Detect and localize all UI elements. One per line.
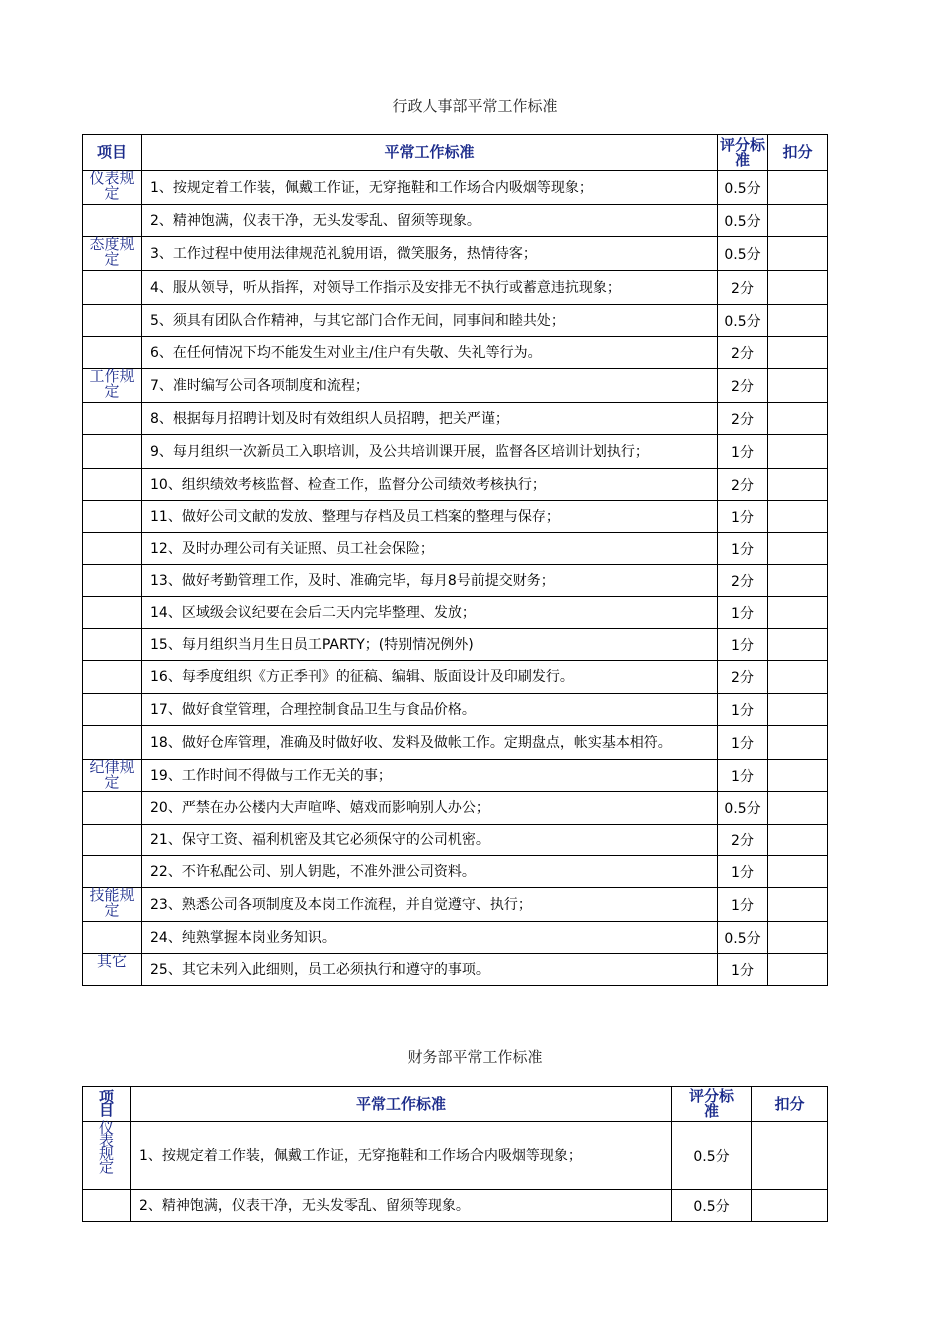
row-category — [83, 205, 142, 237]
row-category — [83, 533, 142, 565]
row-deduct-cell[interactable] — [768, 205, 828, 237]
row-deduct-cell[interactable] — [768, 792, 828, 825]
row-standard-text: 3、工作过程中使用法律规范礼貌用语，微笑服务，热情待客； — [142, 237, 718, 271]
row-category — [83, 661, 142, 694]
row-score: 0.5分 — [718, 237, 768, 271]
table-row — [83, 337, 828, 369]
header-score: 评分标准 — [718, 135, 768, 171]
table-row — [83, 205, 828, 237]
row-deduct-cell[interactable] — [768, 856, 828, 888]
row-deduct-cell[interactable] — [768, 565, 828, 597]
table-row — [83, 856, 828, 888]
row-standard-text: 13、做好考勤管理工作，及时、准确完毕，每月8号前提交财务； — [142, 565, 718, 597]
row-deduct-cell[interactable] — [768, 694, 828, 726]
row-category — [83, 435, 142, 469]
row-score: 0.5分 — [718, 792, 768, 825]
row-score: 1分 — [718, 760, 768, 792]
table-row — [83, 694, 828, 726]
row-score: 2分 — [718, 403, 768, 435]
table-row — [83, 597, 828, 629]
row-deduct-cell[interactable] — [768, 661, 828, 694]
header-standard: 平常工作标准 — [142, 135, 718, 171]
row-standard-text: 8、根据每月招聘计划及时有效组织人员招聘，把关严谨； — [142, 403, 718, 435]
row-score: 2分 — [718, 337, 768, 369]
row-score: 1分 — [718, 856, 768, 888]
table-row — [83, 792, 828, 825]
row-deduct-cell[interactable] — [768, 888, 828, 922]
row-category — [83, 337, 142, 369]
row-standard-text: 21、保守工资、福利机密及其它必须保守的公司机密。 — [142, 825, 718, 856]
table-row — [83, 726, 828, 760]
header-deduct: 扣分 — [768, 135, 828, 171]
row-deduct-cell[interactable] — [768, 305, 828, 337]
row-score: 1分 — [718, 597, 768, 629]
row-category — [83, 922, 142, 954]
row-deduct-cell[interactable] — [768, 726, 828, 760]
header-standard: 平常工作标准 — [131, 1087, 672, 1122]
header-deduct: 扣分 — [752, 1087, 828, 1122]
row-category — [83, 565, 142, 597]
row-category: 其它 — [83, 954, 142, 986]
finance-standards-table — [82, 1086, 828, 1222]
row-score: 2分 — [718, 661, 768, 694]
table-row — [83, 403, 828, 435]
row-standard-text: 25、其它未列入此细则，员工必须执行和遵守的事项。 — [142, 954, 718, 986]
row-deduct-cell[interactable] — [768, 369, 828, 403]
row-category: 纪律规定 — [83, 760, 142, 792]
row-deduct-cell[interactable] — [768, 597, 828, 629]
table-row — [83, 1122, 828, 1190]
row-score: 0.5分 — [672, 1122, 752, 1190]
row-standard-text: 22、不许私配公司、别人钥匙，不准外泄公司资料。 — [142, 856, 718, 888]
row-standard-text: 19、工作时间不得做与工作无关的事； — [142, 760, 718, 792]
table-row — [83, 922, 828, 954]
row-score: 2分 — [718, 565, 768, 597]
row-category: 态度规定 — [83, 237, 142, 271]
row-score: 2分 — [718, 271, 768, 305]
row-standard-text: 23、熟悉公司各项制度及本岗工作流程，并自觉遵守、执行； — [142, 888, 718, 922]
row-deduct-cell[interactable] — [768, 954, 828, 986]
admin-standards-table — [82, 134, 828, 986]
row-category — [83, 305, 142, 337]
row-category: 仪表规定 — [83, 1122, 131, 1190]
row-score: 0.5分 — [672, 1190, 752, 1222]
header-item: 项目 — [83, 1087, 131, 1122]
row-category — [83, 597, 142, 629]
row-score: 1分 — [718, 629, 768, 661]
row-category: 工作规定 — [83, 369, 142, 403]
row-standard-text: 2、精神饱满，仪表干净，无头发零乱、留须等现象。 — [142, 205, 718, 237]
row-score: 0.5分 — [718, 922, 768, 954]
row-deduct-cell[interactable] — [768, 435, 828, 469]
row-category — [83, 792, 142, 825]
row-category: 仪表规定 — [83, 171, 142, 205]
row-category — [83, 629, 142, 661]
row-score: 2分 — [718, 825, 768, 856]
row-standard-text: 15、每月组织当月生日员工PARTY；(特别情况例外) — [142, 629, 718, 661]
row-standard-text: 14、区域级会议纪要在会后二天内完毕整理、发放； — [142, 597, 718, 629]
row-standard-text: 24、纯熟掌握本岗业务知识。 — [142, 922, 718, 954]
row-deduct-cell[interactable] — [768, 922, 828, 954]
table-row — [83, 760, 828, 792]
row-category — [83, 856, 142, 888]
table-row — [83, 171, 828, 205]
row-score: 1分 — [718, 435, 768, 469]
row-standard-text: 12、及时办理公司有关证照、员工社会保险； — [142, 533, 718, 565]
row-score: 0.5分 — [718, 305, 768, 337]
table-row — [83, 629, 828, 661]
row-category — [83, 825, 142, 856]
row-score: 1分 — [718, 726, 768, 760]
row-score: 2分 — [718, 369, 768, 403]
row-score: 1分 — [718, 694, 768, 726]
table-row — [83, 305, 828, 337]
row-standard-text: 17、做好食堂管理，合理控制食品卫生与食品价格。 — [142, 694, 718, 726]
row-standard-text: 9、每月组织一次新员工入职培训，及公共培训课开展，监督各区培训计划执行； — [142, 435, 718, 469]
row-deduct-cell[interactable] — [752, 1122, 828, 1190]
row-category: 技能规定 — [83, 888, 142, 922]
row-score: 1分 — [718, 888, 768, 922]
finance-table-title: 财务部平常工作标准 — [407, 1048, 543, 1066]
row-category — [83, 726, 142, 760]
row-deduct-cell[interactable] — [768, 271, 828, 305]
row-deduct-cell[interactable] — [768, 337, 828, 369]
row-standard-text: 18、做好仓库管理，准确及时做好收、发料及做帐工作。定期盘点，帐实基本相符。 — [142, 726, 718, 760]
row-score: 0.5分 — [718, 205, 768, 237]
table-row — [83, 237, 828, 271]
row-deduct-cell[interactable] — [768, 469, 828, 501]
row-standard-text: 16、每季度组织《方正季刊》的征稿、编辑、版面设计及印刷发行。 — [142, 661, 718, 694]
admin-table-title: 行政人事部平常工作标准 — [392, 97, 558, 115]
row-standard-text: 11、做好公司文献的发放、整理与存档及员工档案的整理与保存； — [142, 501, 718, 533]
table-row — [83, 369, 828, 403]
row-standard-text: 7、准时编写公司各项制度和流程； — [142, 369, 718, 403]
row-category — [83, 1190, 131, 1222]
row-standard-text: 1、按规定着工作装，佩戴工作证，无穿拖鞋和工作场合内吸烟等现象； — [131, 1122, 672, 1190]
row-category — [83, 271, 142, 305]
row-deduct-cell[interactable] — [752, 1190, 828, 1222]
row-deduct-cell[interactable] — [768, 171, 828, 205]
table-row — [83, 469, 828, 501]
row-deduct-cell[interactable] — [768, 533, 828, 565]
row-standard-text: 5、须具有团队合作精神，与其它部门合作无间，同事间和睦共处； — [142, 305, 718, 337]
row-score: 0.5分 — [718, 171, 768, 205]
row-score: 1分 — [718, 954, 768, 986]
table-row — [83, 954, 828, 986]
table-row — [83, 435, 828, 469]
header-score: 评分标准 — [672, 1087, 752, 1122]
row-standard-text: 20、严禁在办公楼内大声喧哗、嬉戏而影响别人办公； — [142, 792, 718, 825]
row-deduct-cell[interactable] — [768, 501, 828, 533]
row-deduct-cell[interactable] — [768, 760, 828, 792]
row-category — [83, 469, 142, 501]
table-row — [83, 888, 828, 922]
row-deduct-cell[interactable] — [768, 403, 828, 435]
table-row — [83, 661, 828, 694]
row-score: 1分 — [718, 533, 768, 565]
header-item: 项目 — [83, 135, 142, 171]
row-score: 1分 — [718, 501, 768, 533]
row-standard-text: 6、在任何情况下均不能发生对业主/住户有失敬、失礼等行为。 — [142, 337, 718, 369]
row-score: 2分 — [718, 469, 768, 501]
table-row — [83, 1190, 828, 1222]
row-standard-text: 1、按规定着工作装，佩戴工作证，无穿拖鞋和工作场合内吸烟等现象； — [142, 171, 718, 205]
table-row — [83, 271, 828, 305]
row-standard-text: 2、精神饱满，仪表干净，无头发零乱、留须等现象。 — [131, 1190, 672, 1222]
table-row — [83, 501, 828, 533]
row-category — [83, 694, 142, 726]
row-standard-text: 10、组织绩效考核监督、检查工作，监督分公司绩效考核执行； — [142, 469, 718, 501]
row-standard-text: 4、服从领导，听从指挥，对领导工作指示及安排无不执行或蓄意违抗现象； — [142, 271, 718, 305]
row-category — [83, 501, 142, 533]
table-row — [83, 565, 828, 597]
table-row — [83, 825, 828, 856]
row-deduct-cell[interactable] — [768, 237, 828, 271]
table-row — [83, 533, 828, 565]
row-category — [83, 403, 142, 435]
row-deduct-cell[interactable] — [768, 629, 828, 661]
row-deduct-cell[interactable] — [768, 825, 828, 856]
